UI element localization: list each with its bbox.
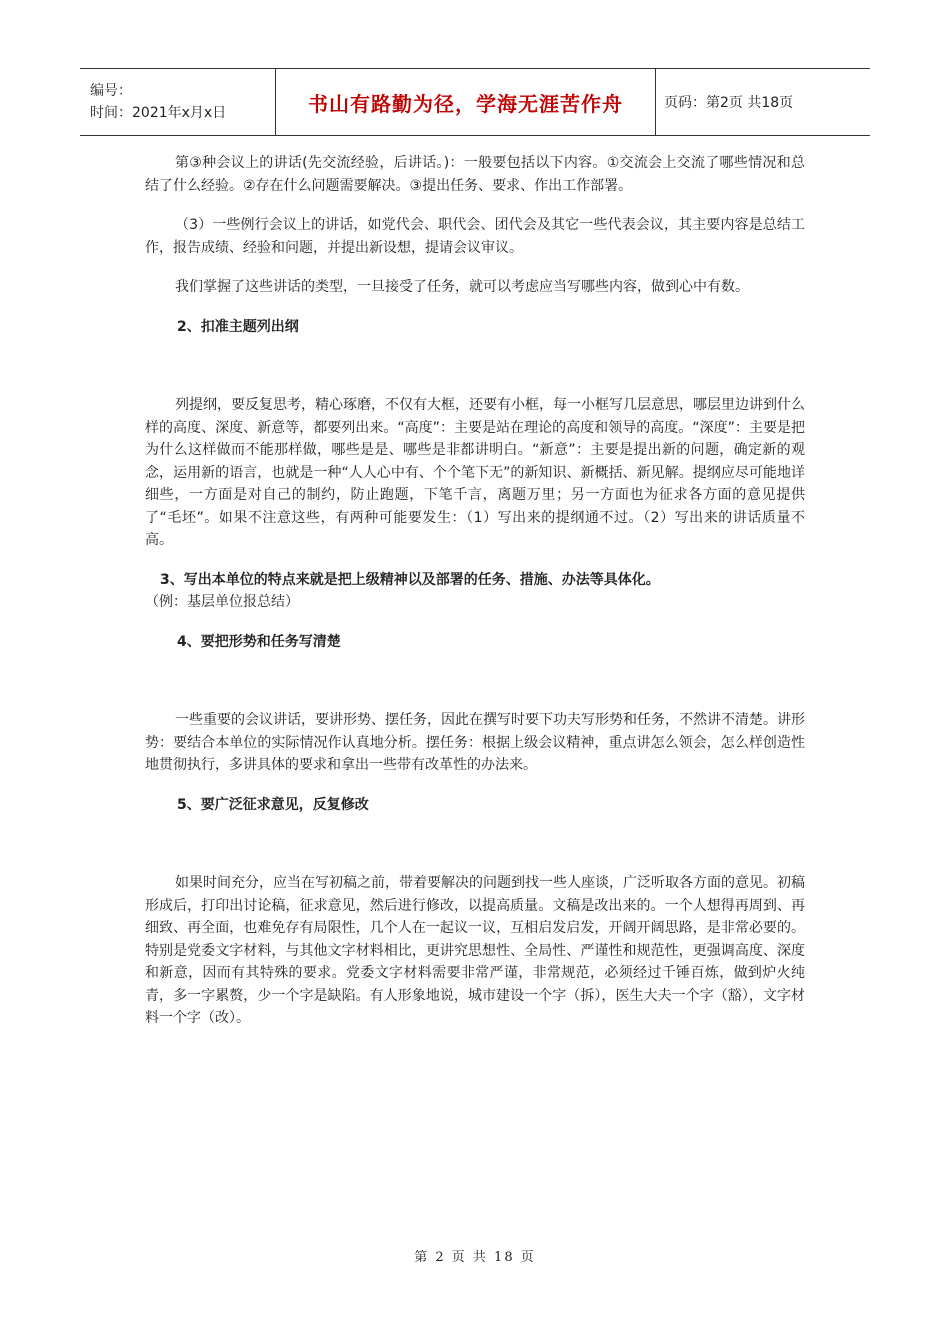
paragraph-5: 一些重要的会议讲话，要讲形势、摆任务，因此在撰写时要下功夫写形势和任务，不然讲不清楚。讲形势：要结合本单位的实际情况作认真地分析。摆任务：根据上级会议精神，重点讲怎么领会，怎么样创造性地贯彻执行，多讲具体的要求和拿出一些带有改革性的办法来。 xyxy=(145,712,805,773)
paragraph-4: 列提纲，要反复思考，精心琢磨，不仅有大框，还要有小框，每一小框写几层意思，哪层里边讲到什么样的高度、深度、新意等，都要列出来。“高度”：主要是站在理论的高度和领导的高度。“深度”：主要是把为什么这样做而不能那样做，哪些是是、哪些是非都讲明白。“新意”：主要是提出新的问题，确定新的观念，运用新的语言，也就是一种“人人心中有、个个笔下无”的新知识、新概括、新见解。提纲应尽可能地详细些，一方面是对自己的制约，防止跑题，下笔千言，离题万里；另一方面也为征求各方面的意见提供了“毛坯”。如果不注意这些，有两种可能要发生：（1）写出来的提纲通不过。（2）写出来的讲话质量不高。 xyxy=(145,397,805,548)
section-heading-3-note: （例：基层单位报总结） xyxy=(145,594,299,610)
section-heading-3 xyxy=(145,569,805,614)
number-label: 编号： xyxy=(90,83,132,99)
page-header xyxy=(80,68,870,136)
section-heading-2: 2、扣准主题列出纲 xyxy=(177,318,299,335)
paragraph-1: 第③种会议上的讲话(先交流经验，后讲话。)：一般要包括以下内容。①交流会上交流了哪些情况和总结了什么经验。②存在什么问题需要解决。③提出任务、要求、作出工作部署。 xyxy=(145,155,805,194)
header-motto: 书山有路勤为径，学海无涯苦作舟 xyxy=(308,91,623,116)
paragraph-6: 如果时间充分，应当在写初稿之前，带着要解决的问题到找一些人座谈，广泛听取各方面的意见。初稿形成后，打印出讨论稿，征求意见，然后进行修改，以提高质量。文稿是改出来的。一个人想得再周到、再细致、再全面，也难免存有局限性，几个人在一起议一议，互相启发启发，开阔开阔思路，是非常必要的。特别是党委文字材料，与其他文字材料相比，更讲究思想性、全局性、严谨性和规范性，更强调高度、深度和新意，因而有其特殊的要求。党委文字材料需要非常严谨，非常规范，必须经过千锤百炼，做到炉火纯青，多一字累赘，少一个字是缺陷。有人形象地说，城市建设一个字（拆），医生大夫一个字（豁），文字材料一个字（改）。 xyxy=(145,875,805,1026)
header-meta xyxy=(80,69,276,135)
section-heading-4: 4、要把形势和任务写清楚 xyxy=(177,633,341,650)
header-motto-cell xyxy=(276,69,656,135)
header-page-code: 页码：第2页 共18页 xyxy=(664,95,794,111)
paragraph-3: 我们掌握了这些讲话的类型，一旦接受了任务，就可以考虑应当写哪些内容，做到心中有数。 xyxy=(175,279,749,295)
section-heading-3-bold: 3、写出本单位的特点来就是把上级精神以及部署的任务、措施、办法等具体化。 xyxy=(160,571,660,588)
page-footer: 第 2 页 共 18 页 xyxy=(414,1250,536,1265)
paragraph-2: （3）一些例行会议上的讲话，如党代会、职代会、团代会及其它一些代表会议，其主要内容是总结工作，报告成绩、经验和问题，并提出新设想，提请会议审议。 xyxy=(145,217,805,256)
header-page-code-cell xyxy=(656,69,870,135)
document-body xyxy=(145,152,805,1047)
section-heading-5: 5、要广泛征求意见，反复修改 xyxy=(177,796,369,813)
time-label: 时间：2021年x月x日 xyxy=(90,105,227,121)
